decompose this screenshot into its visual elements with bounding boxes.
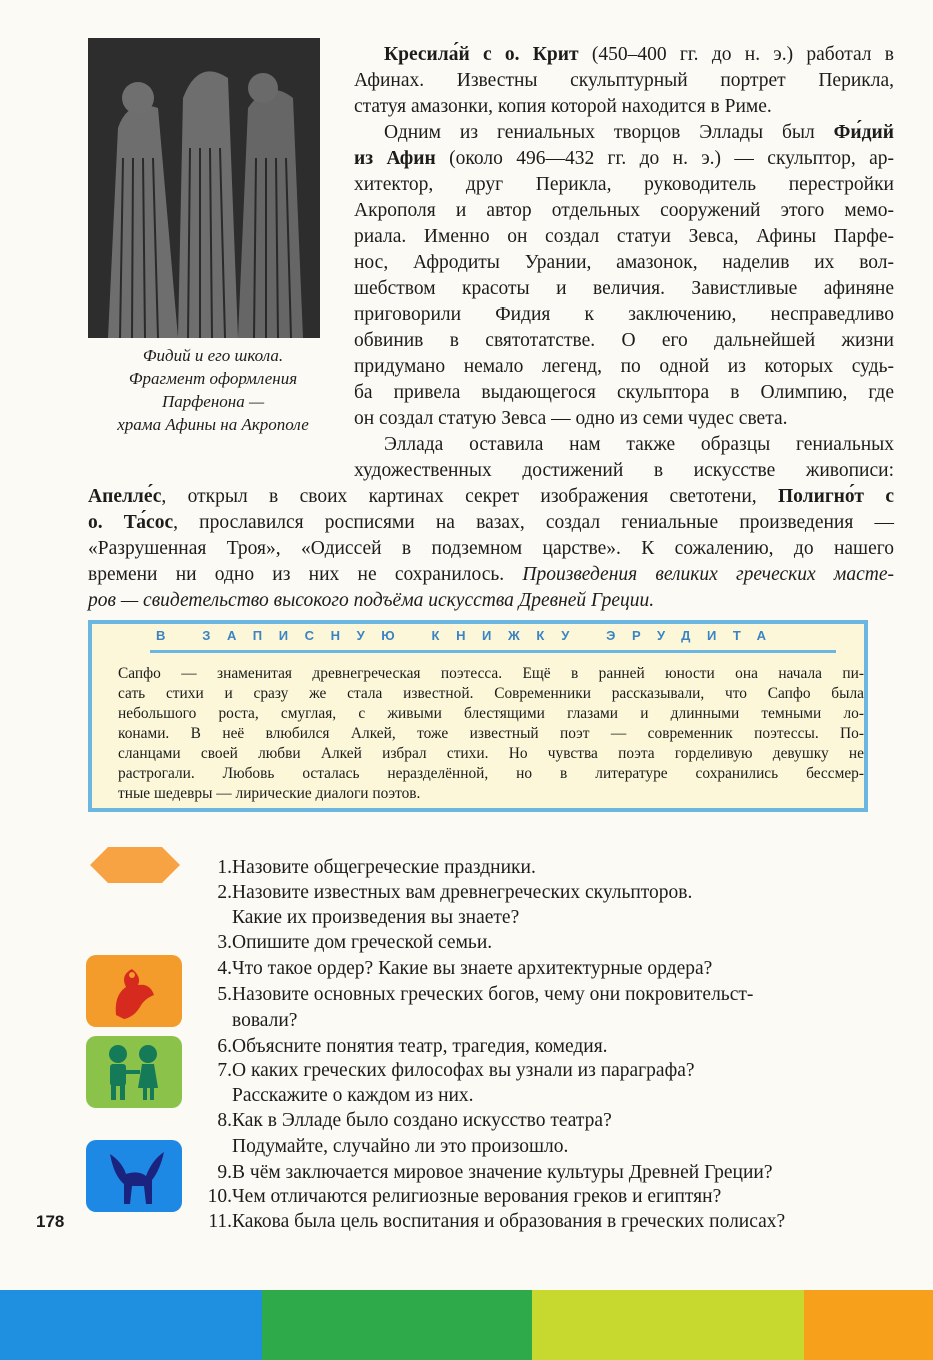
- question-item: 11.Какова была цель воспитания и образования в греческих полисах?: [208, 1211, 786, 1232]
- question-item-continuation: Расскажите о каждом из них.: [232, 1085, 474, 1106]
- question-item-continuation: вовали?: [232, 1010, 298, 1031]
- color-strip-blue: [0, 1290, 262, 1360]
- question-item: 10.Чем отличаются религиозные верования греков и египтян?: [207, 1186, 722, 1207]
- color-strip-green: [262, 1290, 532, 1360]
- dragon-icon: [86, 955, 182, 1027]
- parthenon-frieze-photo: [88, 38, 320, 338]
- erudite-box-title: В ЗАПИСНУЮ КНИЖКУ ЭРУДИТА: [156, 628, 783, 643]
- question-item: 5.Назовите основных греческих богов, чему они покровительст-: [217, 984, 754, 1005]
- question-item: 1.Назовите общегреческие праздники.: [217, 857, 536, 878]
- question-item: 6.Объясните понятия театр, трагедия, комедия.: [217, 1036, 608, 1057]
- question-item: 8.Как в Элладе было создано искусство театра?: [217, 1110, 612, 1131]
- question-item: 2.Назовите известных вам древнегреческих скульпторов.: [217, 882, 693, 903]
- color-strip-yellow: [532, 1290, 804, 1360]
- pegasus-icon: [86, 1140, 182, 1212]
- figure-caption: Фидий и его школа. Фрагмент оформления Парфенона — храма Афины на Акрополе: [117, 346, 309, 434]
- erudite-box-rule: [150, 650, 836, 653]
- question-item: 4.Что такое ордер? Какие вы знаете архитектурные ордера?: [217, 958, 713, 979]
- question-item-continuation: Подумайте, случайно ли это произошло.: [232, 1136, 569, 1157]
- page-number: 178: [36, 1212, 65, 1231]
- question-item: 3.Опишите дом греческой семьи.: [217, 932, 493, 953]
- color-strip-orange: [804, 1290, 933, 1360]
- children-icon: [86, 1036, 182, 1108]
- questions-marker-shape: [86, 843, 184, 887]
- question-item-continuation: Какие их произведения вы знаете?: [232, 907, 520, 928]
- question-item: 7.О каких греческих философах вы узнали из параграфа?: [217, 1060, 695, 1081]
- question-item: 9.В чём заключается мировое значение культуры Древней Греции?: [217, 1162, 773, 1183]
